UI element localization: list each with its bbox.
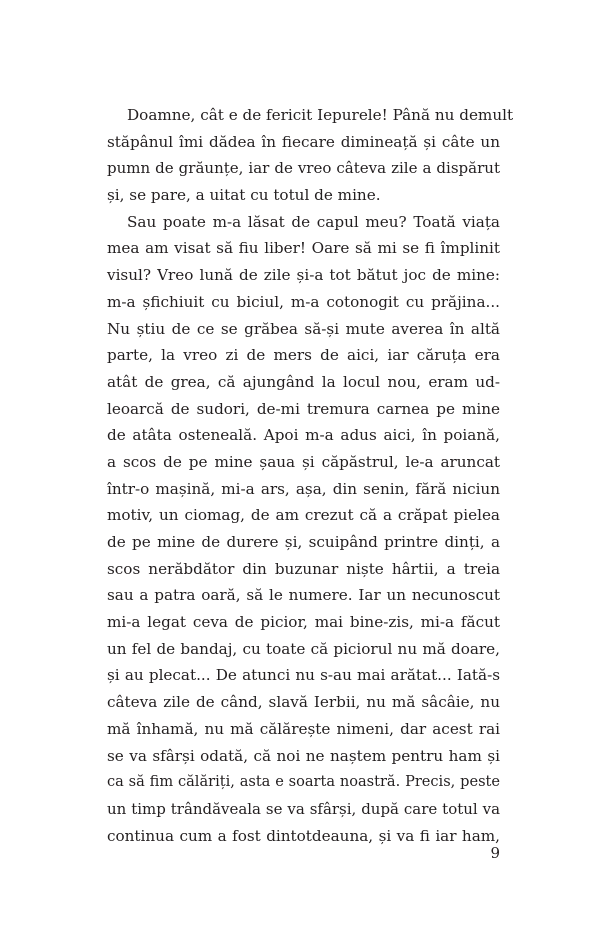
body-text xyxy=(107,102,514,849)
text-line: m-a șfichiuit cu biciul, m-a cotonogit cu prăjina... xyxy=(107,292,500,311)
text-line: se va sfârși odată, că noi ne naștem pentru ham și xyxy=(107,746,500,765)
text-line: ca să fim călăriți, asta e soarta noastră. Precis, peste xyxy=(107,773,500,791)
text-line: Doamne, cât e de fericit Iepurele! Până nu demult xyxy=(127,106,514,124)
text-line: scos nerăbdător din buzunar niște hârtii, a treia xyxy=(107,559,500,578)
text-line: atât de grea, că ajungând la locul nou, eram ud- xyxy=(107,372,500,391)
text-line: și, se pare, a uitat cu totul de mine. xyxy=(107,186,381,205)
text-line: sau a patra oară, să le numere. Iar un necunoscut xyxy=(107,586,500,605)
text-line: Nu știu de ce se grăbea să-și mute averea în altă xyxy=(107,319,500,338)
page-number: 9 xyxy=(490,844,500,862)
text-line: mea am visat să fiu liber! Oare să mi se fi împlinit xyxy=(107,239,500,258)
text-line: câteva zile de când, slavă Ierbii, nu mă sâcâie, nu xyxy=(107,693,500,712)
text-line: mi-a legat ceva de picior, mai bine-zis, mi-a făcut xyxy=(107,613,500,632)
text-line: stăpânul îmi dădea în fiecare dimineață și câte un xyxy=(107,132,500,151)
text-line: Sau poate m-a lăsat de capul meu? Toată viața xyxy=(127,212,500,231)
text-line: de atâta osteneală. Apoi m-a adus aici, în poiană, xyxy=(107,426,500,445)
text-line: pumn de grăunțe, iar de vreo câteva zile a dispărut xyxy=(107,159,500,178)
text-line: un fel de bandaj, cu toate că piciorul nu mă doare, xyxy=(107,639,500,658)
text-line: un timp trândăveala se va sfârși, după care totul va xyxy=(107,799,500,818)
text-line: visul? Vreo lună de zile și-a tot bătut joc de mine: xyxy=(107,266,500,285)
text-line: motiv, un ciomag, de am crezut că a crăpat pielea xyxy=(107,506,500,525)
text-line: parte, la vreo zi de mers de aici, iar căruța era xyxy=(107,346,500,365)
text-line: a scos de pe mine șaua și căpăstrul, le-a aruncat xyxy=(107,452,500,471)
text-line: într-o mașină, mi-a ars, așa, din senin, fără niciun xyxy=(107,479,500,498)
text-line: și au plecat... De atunci nu s-au mai arătat... Iată-s xyxy=(107,666,500,685)
text-line: mă înhamă, nu mă călărește nimeni, dar acest rai xyxy=(107,719,500,738)
text-line: continua cum a fost dintotdeauna, și va fi iar ham, xyxy=(107,826,500,845)
text-line: leoarcă de sudori, de-mi tremura carnea pe mine xyxy=(107,399,500,418)
text-line: de pe mine de durere și, scuipând printre dinți, a xyxy=(107,533,500,551)
